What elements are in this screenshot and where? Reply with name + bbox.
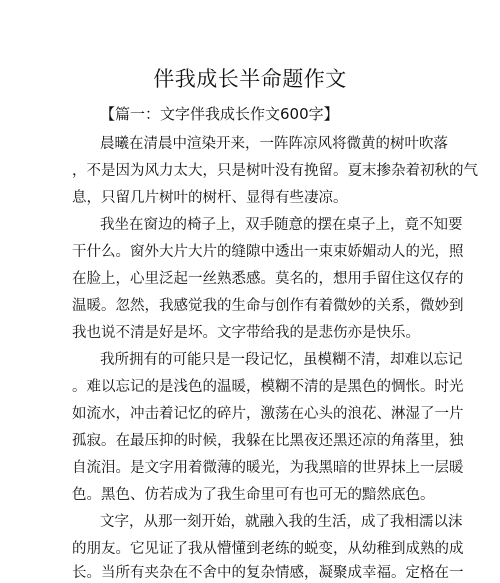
paragraph-line: 。难以忘记的是浅色的温暖，模糊不清的是黑色的惆怅。时光 <box>72 379 464 395</box>
paragraph-line: 色。黑色、仿若成为了我生命里可有也可无的黯然底色。 <box>72 487 435 503</box>
paragraph-line: 我也说不清是好是坏。文字带给我的是悲伤亦是快乐。 <box>72 325 420 341</box>
paragraph-line: 文字，从那一刻开始，就融入我的生活，成了我相濡以沫 <box>100 514 463 530</box>
paragraph-line: 我坐在窗边的椅子上，双手随意的摆在桌子上，竟不知要 <box>100 217 463 233</box>
paragraph-line: 孤寂。在最压抑的时候，我躲在比黑夜还黑还凉的角落里，独 <box>72 433 464 449</box>
paragraph-line: 晨曦在清晨中渲染开来，一阵阵凉风将微黄的树叶吹落 <box>100 136 448 152</box>
paragraph-line: 自流泪。是文字用着微薄的暖光，为我黑暗的世界抹上一层暖 <box>72 460 464 476</box>
paragraph-line: 的朋友。它见证了我从懵懂到老练的蜕变，从幼稚到成熟的成 <box>72 541 464 557</box>
document-title: 伴我成长半命题作文 <box>153 67 347 91</box>
paragraph-line: 如流水，冲击着记忆的碎片，激荡在心头的浪花、淋湿了一片 <box>72 406 464 422</box>
paragraph-line: 在脸上，心里泛起一丝熟悉感。莫名的，想用手留住这仅存的 <box>72 271 464 287</box>
paragraph-line: 长。当所有夹杂在不舍中的复杂情感，凝聚成幸福。定格在一 <box>72 565 464 581</box>
paragraph-line: 干什么。窗外大片大片的缝隙中透出一束束娇媚动人的光，照 <box>72 244 464 260</box>
paragraph-line: 我所拥有的可能只是一段记忆，虽模糊不清，却难以忘记 <box>100 352 463 368</box>
document-subtitle: 【篇一：文字伴我成长作文600字】 <box>100 105 339 123</box>
paragraph-line: 息，只留几片树叶的树杆、显得有些凄凉。 <box>72 190 348 206</box>
paragraph-line: ，不是因为风力太大，只是树叶没有挽留。夏末掺杂着初秋的气 <box>72 163 478 179</box>
paragraph-line: 温暖。忽然，我感觉我的生命与创作有着微妙的关系，微妙到 <box>72 298 464 314</box>
